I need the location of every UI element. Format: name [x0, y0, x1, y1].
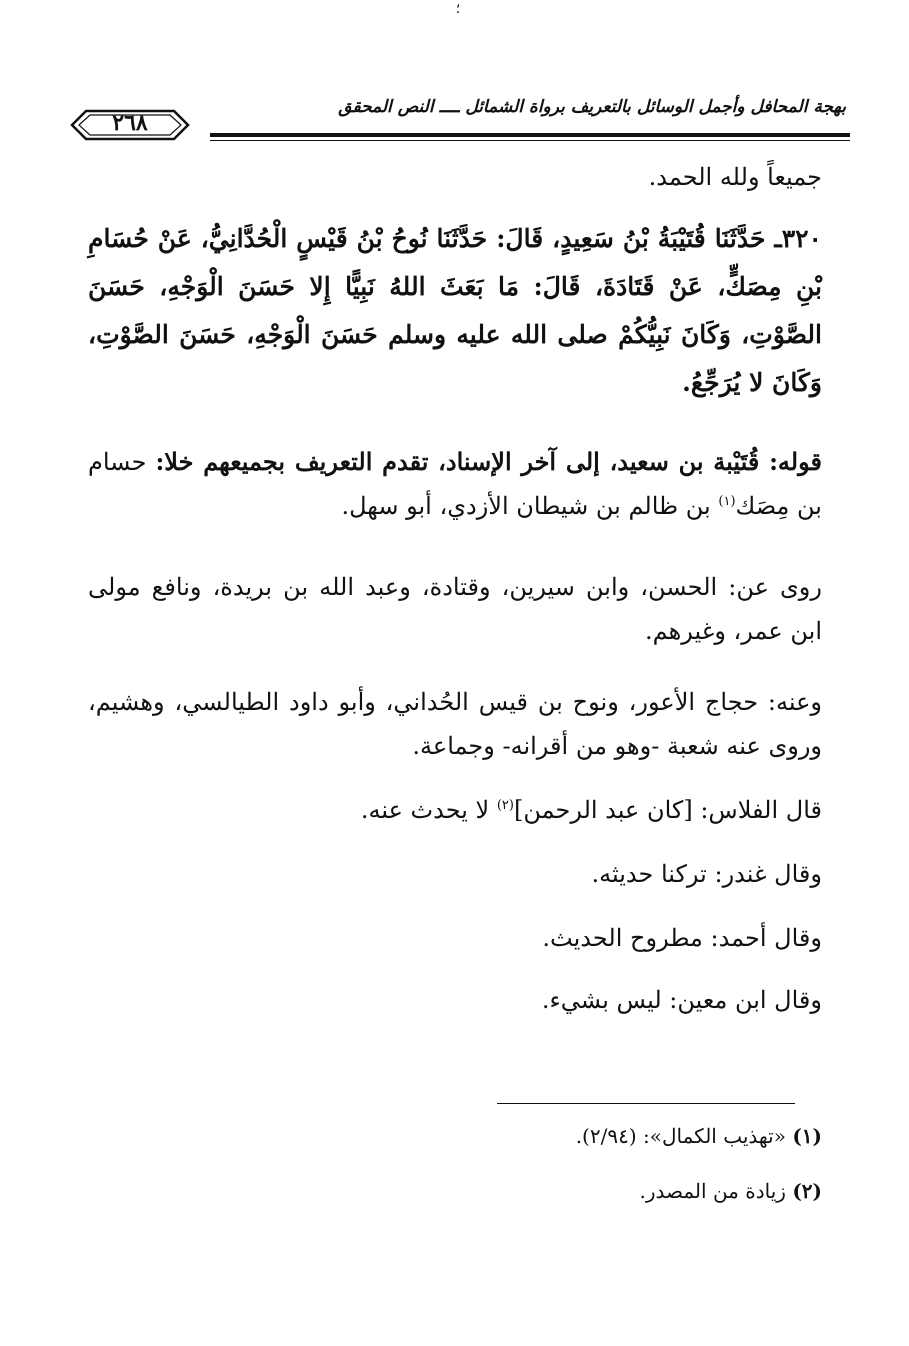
commentary-lead: قوله: قُتَيْبة بن سعيد، إلى آخر الإسناد، تقدم التعريف بجميعهم خلا:	[155, 447, 822, 476]
narrated-by-paragraph: وعنه: حجاج الأعور، ونوح بن قيس الحُداني، وأبو داود الطيالسي، وهشيم، وروى عنه شعبة -وهو من أقرانه- وجماعة.	[88, 688, 822, 760]
footnote-1-text: «تهذيب الكمال»: (٢/٩٤).	[575, 1124, 786, 1148]
header-rule-thick	[210, 133, 850, 137]
footnote-2	[88, 1176, 822, 1206]
fallas-quote-start: قال الفلاس: [كان عبد الرحمن]	[513, 796, 822, 824]
fallas-quote-end: لا يحدث عنه.	[360, 796, 490, 824]
narrated-from-paragraph: روى عن: الحسن، وابن سيرين، وقتادة، وعبد الله بن بريدة، ونافع مولى ابن عمر، وغيرهم.	[88, 573, 822, 645]
footnote-ref-1: (١)	[718, 494, 736, 509]
fallas-quote-line	[88, 788, 822, 832]
footnote-ref-2: (٢)	[496, 798, 514, 813]
footnote-1	[88, 1121, 822, 1151]
hadith-paragraph: ٣٢٠ـ حَدَّثَنَا قُتَيْبَةُ بْنُ سَعِيدٍ، قَالَ: حَدَّثَنَا نُوحُ بْنُ قَيْسٍ الْحُدَّانِيُّ، عَنْ حُسَامِ بْنِ مِصَكٍّ، عَنْ قَتَادَةَ، قَالَ: مَا بَعَثَ اللهُ نَبِيًّا إِلا حَسَنَ الْوَجْهِ، حَسَنَ الصَّوْتِ، وَكَانَ نَبِيُّكُمْ صلى الله عليه وسلم حَسَنَ الْوَجْهِ، حَسَنَ الصَّوْتِ، وَكَانَ لا يُرَجِّعُ.	[88, 224, 822, 397]
footnote-separator	[497, 1103, 795, 1104]
narrator-lineage: بن ظالم بن شيطان الأزدي، أبو سهل.	[341, 492, 711, 520]
footnote-2-text: زيادة من المصدر.	[639, 1179, 786, 1203]
commentary-paragraph	[88, 440, 822, 528]
ibn-maeen-quote-line: وقال ابن معين: ليس بشيء.	[541, 986, 822, 1014]
ahmad-quote-line: وقال أحمد: مطروح الحديث.	[542, 924, 822, 952]
ghundar-quote-line: وقال غندر: تركنا حديثه.	[591, 860, 822, 888]
footnote-2-number: (٢)	[792, 1179, 822, 1203]
page-header	[60, 95, 850, 155]
page-number: ٢٦٨	[112, 110, 148, 136]
narrator-name: حسام بن مِصَك	[88, 448, 822, 520]
header-rule-thin	[210, 140, 850, 141]
paragraph-opening-line: جميعاً ولله الحمد.	[648, 163, 822, 191]
top-mark: ؛	[455, 1, 461, 17]
running-title: بهجة المحافل وأجمل الوسائل بالتعريف برواة الشمائل ــــ النص المحقق	[338, 97, 846, 117]
footnote-1-number: (١)	[792, 1124, 822, 1148]
